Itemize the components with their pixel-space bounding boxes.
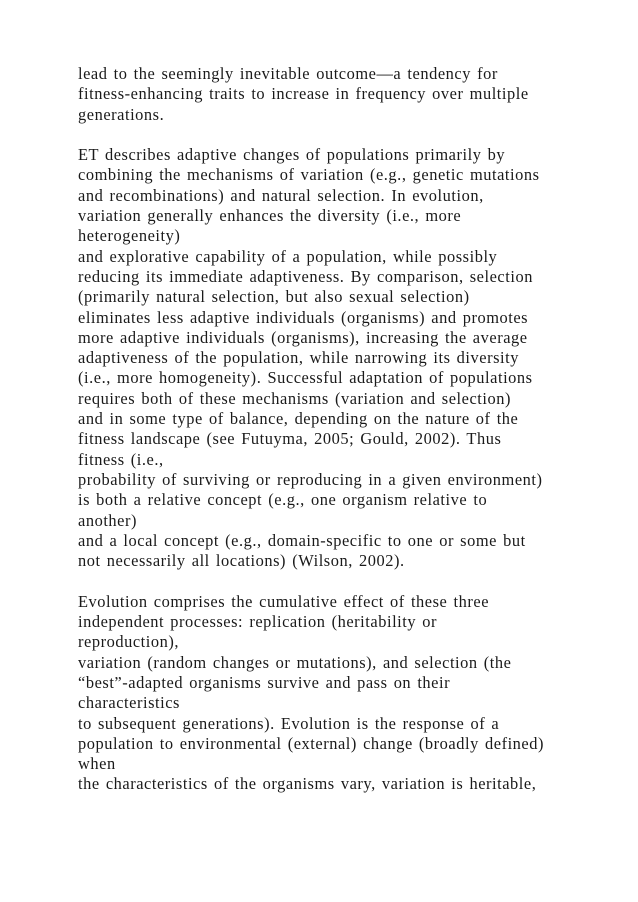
text-line: requires both of these mechanisms (variation and selection): [78, 388, 512, 408]
text-line: variation generally enhances the diversity (i.e., more: [78, 206, 462, 226]
text-line: and in some type of balance, depending on the nature of the: [78, 409, 519, 429]
text-line: ET describes adaptive changes of populations primarily by: [78, 145, 506, 165]
text-line: (i.e., more homogeneity). Successful adaptation of populations: [78, 368, 533, 388]
text-line: and recombinations) and natural selection. In evolution,: [78, 185, 484, 205]
text-line: population to environmental (external) change (broadly defined): [78, 733, 545, 753]
text-line: Evolution comprises the cumulative effect of these three: [78, 591, 490, 611]
text-line: independent processes: replication (heritability or: [78, 612, 438, 632]
text-line: not necessarily all locations) (Wilson, 2002).: [78, 551, 405, 571]
paragraph-2: [78, 145, 578, 571]
text-line: is both a relative concept (e.g., one organism relative to: [78, 490, 488, 510]
text-line: heterogeneity): [78, 226, 181, 246]
body-text: [78, 64, 578, 795]
text-line: another): [78, 510, 138, 530]
text-line: fitness landscape (see Futuyma, 2005; Gould, 2002). Thus: [78, 429, 502, 449]
text-line: generations.: [78, 104, 165, 124]
paragraph-gap: [78, 571, 578, 591]
text-line: fitness (i.e.,: [78, 449, 164, 469]
text-line: eliminates less adaptive individuals (organisms) and promotes: [78, 307, 529, 327]
text-line: (primarily natural selection, but also sexual selection): [78, 287, 470, 307]
paragraph-gap: [78, 125, 578, 145]
text-line: and explorative capability of a population, while possibly: [78, 246, 498, 266]
text-line: when: [78, 754, 116, 774]
text-line: variation (random changes or mutations), and selection (the: [78, 652, 512, 672]
text-line: and a local concept (e.g., domain-specific to one or some but: [78, 530, 526, 550]
text-line: “best”-adapted organisms survive and pass on their: [78, 672, 451, 692]
text-line: the characteristics of the organisms vary, variation is heritable,: [78, 774, 537, 794]
text-line: reducing its immediate adaptiveness. By comparison, selection: [78, 266, 533, 286]
text-line: adaptiveness of the population, while narrowing its diversity: [78, 348, 519, 368]
text-line: characteristics: [78, 693, 180, 713]
paragraph-3: [78, 592, 578, 795]
text-line: fitness-enhancing traits to increase in frequency over multiple: [78, 84, 529, 104]
paragraph-1: [78, 64, 578, 125]
text-line: to subsequent generations). Evolution is the response of a: [78, 713, 500, 733]
text-line: lead to the seemingly inevitable outcome—a tendency for: [78, 64, 498, 83]
text-line: reproduction),: [78, 632, 180, 652]
text-line: combining the mechanisms of variation (e.g., genetic mutations: [78, 165, 540, 185]
text-line: probability of surviving or reproducing in a given environment): [78, 469, 543, 489]
text-line: more adaptive individuals (organisms), increasing the average: [78, 327, 528, 347]
